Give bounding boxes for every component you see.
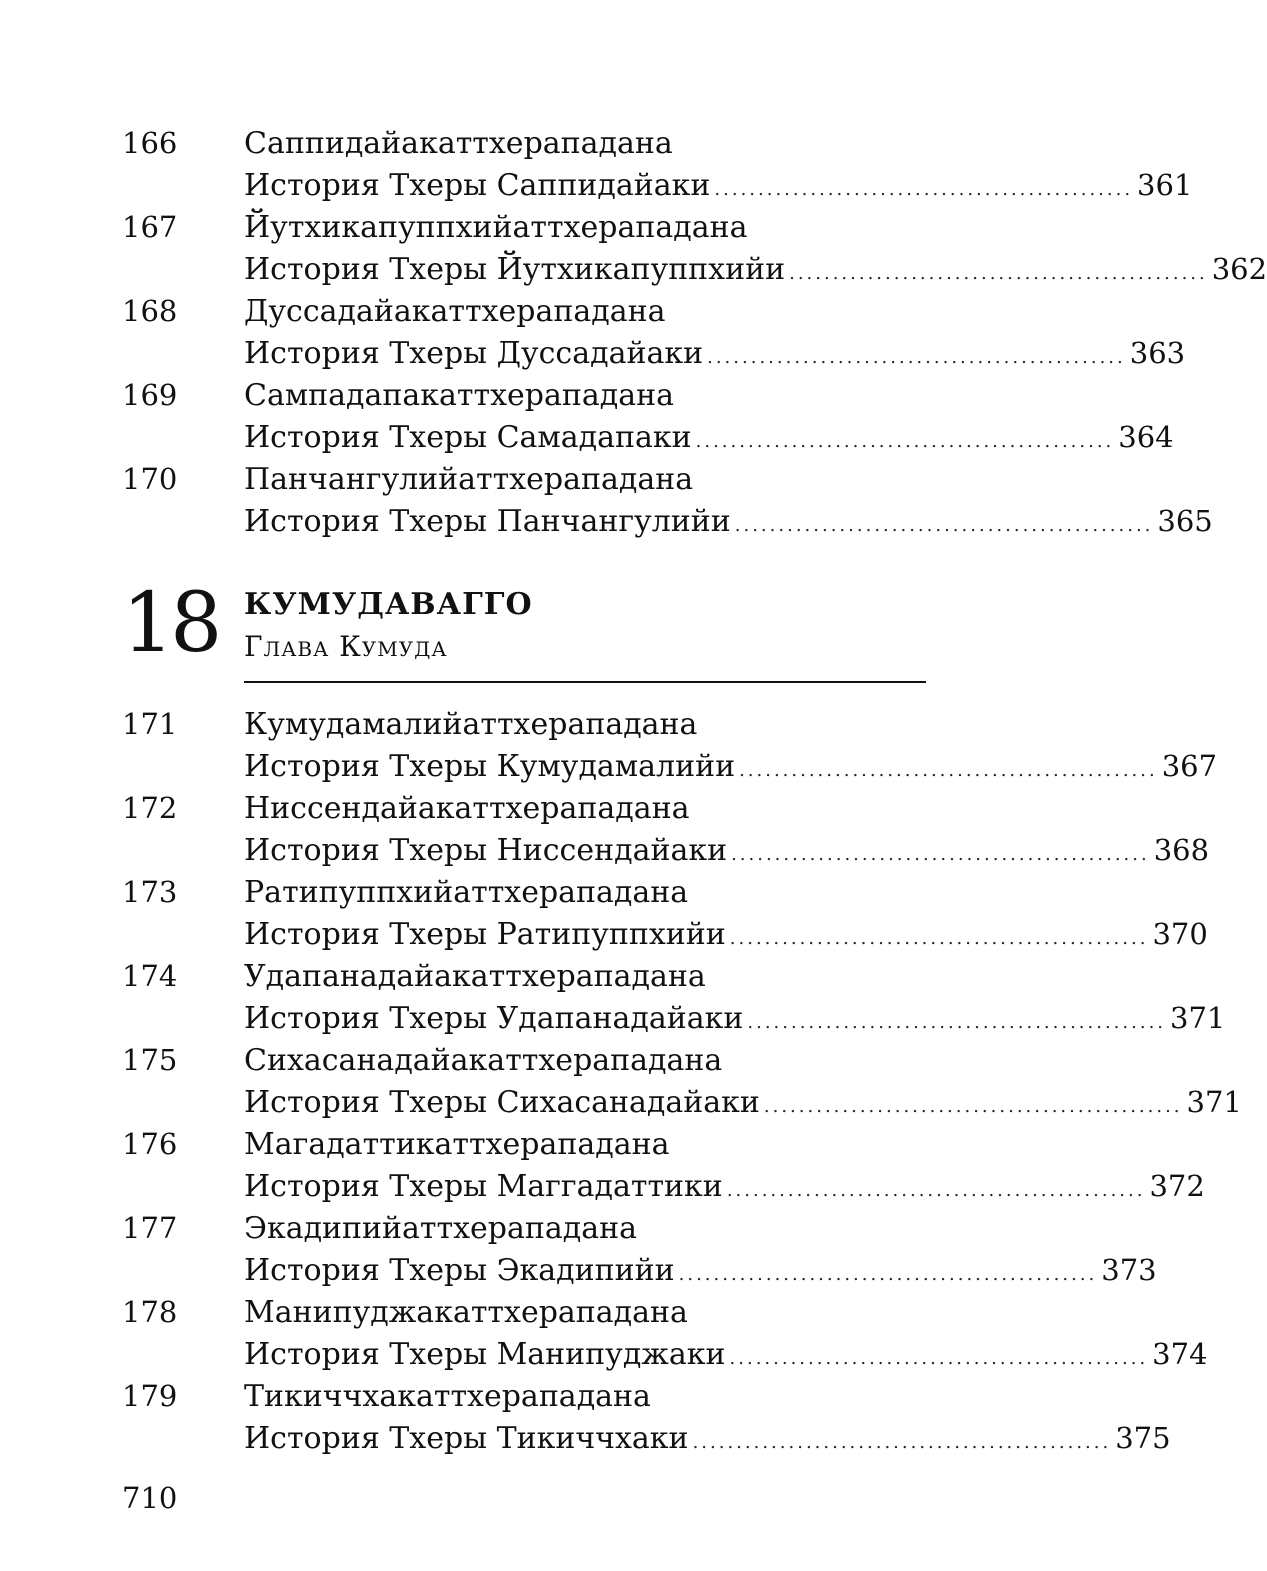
entry-page: 365: [1157, 504, 1213, 538]
toc-entry[interactable]: [122, 290, 1186, 374]
entry-number: 178: [122, 1295, 178, 1329]
page-folio: 710: [122, 1481, 178, 1515]
entry-title: История Тхеры Удапанадайаки: [244, 1001, 744, 1036]
entry-pali-title: Экадипийаттхерападана: [244, 1211, 638, 1246]
entry-title: История Тхеры Ратипуппхийи: [244, 917, 726, 952]
entry-title: История Тхеры Дуссадайаки: [244, 336, 704, 371]
entry-page: 373: [1101, 1253, 1157, 1287]
entry-page: 371: [1170, 1001, 1226, 1035]
entry-number: 168: [122, 294, 178, 328]
entry-pali-title: Кумудамалийаттхерападана: [244, 707, 698, 742]
dot-leader: ................................................: [726, 1180, 1146, 1201]
entry-pali-title: Саппидайакаттхерападана: [244, 126, 673, 161]
toc-entry[interactable]: [122, 1039, 1242, 1123]
dot-leader: ................................................: [678, 1264, 1098, 1285]
entry-pali-title: Магадаттикаттхерападана: [244, 1127, 670, 1162]
entry-title: История Тхеры Ниссендайаки: [244, 833, 728, 868]
entry-page: 371: [1186, 1085, 1242, 1119]
dot-leader: ................................................: [714, 179, 1134, 200]
entry-number: 173: [122, 875, 178, 909]
toc-entry[interactable]: [122, 206, 1267, 290]
entry-title: История Тхеры Манипуджаки: [244, 1337, 726, 1372]
entry-page: 361: [1137, 168, 1193, 202]
entry-pali-title: Удапанадайакаттхерападана: [244, 959, 706, 994]
chapter-divider: [244, 681, 926, 683]
entry-number: 166: [122, 126, 178, 160]
entry-page: 367: [1161, 749, 1218, 783]
entry-number: 176: [122, 1127, 178, 1161]
entry-page: 372: [1149, 1169, 1205, 1203]
dot-leader: ................................................: [692, 1432, 1112, 1453]
entry-page: 363: [1129, 336, 1186, 370]
chapter-subtitle: Глава Кумуда: [244, 630, 448, 663]
dot-leader: ................................................: [739, 760, 1158, 781]
entry-title: История Тхеры Саппидайаки: [244, 168, 711, 203]
dot-leader: ................................................: [734, 515, 1154, 536]
toc-entry[interactable]: [122, 374, 1174, 458]
toc-group-top: [122, 122, 1267, 542]
entry-pali-title: Сампадапакаттхерападана: [244, 378, 675, 413]
entry-title: История Тхеры Сихасанадайаки: [244, 1085, 760, 1120]
entry-number: 172: [122, 791, 178, 825]
toc-entry[interactable]: [122, 1291, 1208, 1375]
entry-pali-title: Йутхикапуппхийаттхерападана: [244, 210, 748, 245]
toc-group-bottom: [122, 703, 1242, 1459]
toc-entry[interactable]: [122, 703, 1218, 787]
chapter-title[interactable]: КУМУДАВАГГО: [244, 587, 533, 622]
entry-pali-title: Сихасанадайакаттхерападана: [244, 1043, 723, 1078]
entry-number: 171: [122, 707, 178, 741]
entry-pali-title: Манипуджакаттхерападана: [244, 1295, 688, 1330]
toc-entry[interactable]: [122, 787, 1210, 871]
toc-entry[interactable]: [122, 1375, 1171, 1459]
entry-number: 174: [122, 959, 178, 993]
entry-pali-title: Тикиччхакаттхерападана: [244, 1379, 651, 1414]
dot-leader: ................................................: [747, 1012, 1167, 1033]
dot-leader: ................................................: [789, 263, 1208, 284]
entry-number: 167: [122, 210, 178, 244]
chapter-number: 18: [122, 576, 219, 671]
entry-pali-title: Дуссадайакаттхерападана: [244, 294, 666, 329]
toc-entry[interactable]: [122, 458, 1213, 542]
toc-entry[interactable]: [122, 1123, 1205, 1207]
entry-number: 170: [122, 462, 178, 496]
entry-title: История Тхеры Панчангулийи: [244, 504, 731, 539]
entry-page: 364: [1118, 420, 1174, 454]
entry-number: 177: [122, 1211, 178, 1245]
dot-leader: ................................................: [731, 844, 1150, 865]
entry-title: История Тхеры Экадипийи: [244, 1253, 675, 1288]
entry-number: 175: [122, 1043, 178, 1077]
toc-entry[interactable]: [122, 1207, 1157, 1291]
toc-entry[interactable]: [122, 955, 1226, 1039]
toc-entry[interactable]: [122, 871, 1208, 955]
dot-leader: ................................................: [763, 1096, 1183, 1117]
chapter-heading: [122, 575, 926, 685]
entry-title: История Тхеры Маггадаттики: [244, 1169, 723, 1204]
entry-page: 370: [1152, 917, 1208, 951]
entry-pali-title: Ниссендайакаттхерападана: [244, 791, 690, 826]
entry-number: 169: [122, 378, 178, 412]
entry-title: История Тхеры Йутхикапуппхийи: [244, 252, 786, 287]
entry-title: История Тхеры Кумудамалийи: [244, 749, 736, 784]
dot-leader: ................................................: [729, 928, 1149, 949]
entry-page: 368: [1153, 833, 1210, 867]
dot-leader: ................................................: [729, 1348, 1149, 1369]
entry-pali-title: Панчангулийаттхерападана: [244, 462, 694, 497]
toc-entry[interactable]: [122, 122, 1193, 206]
entry-page: 362: [1211, 252, 1267, 286]
entry-page: 375: [1115, 1421, 1171, 1455]
entry-pali-title: Ратипуппхийаттхерападана: [244, 875, 689, 910]
entry-number: 179: [122, 1379, 178, 1413]
entry-title: История Тхеры Тикиччхаки: [244, 1421, 689, 1456]
entry-title: История Тхеры Самадапаки: [244, 420, 692, 455]
dot-leader: ................................................: [707, 347, 1126, 368]
entry-page: 374: [1152, 1337, 1208, 1371]
dot-leader: ................................................: [695, 431, 1115, 452]
